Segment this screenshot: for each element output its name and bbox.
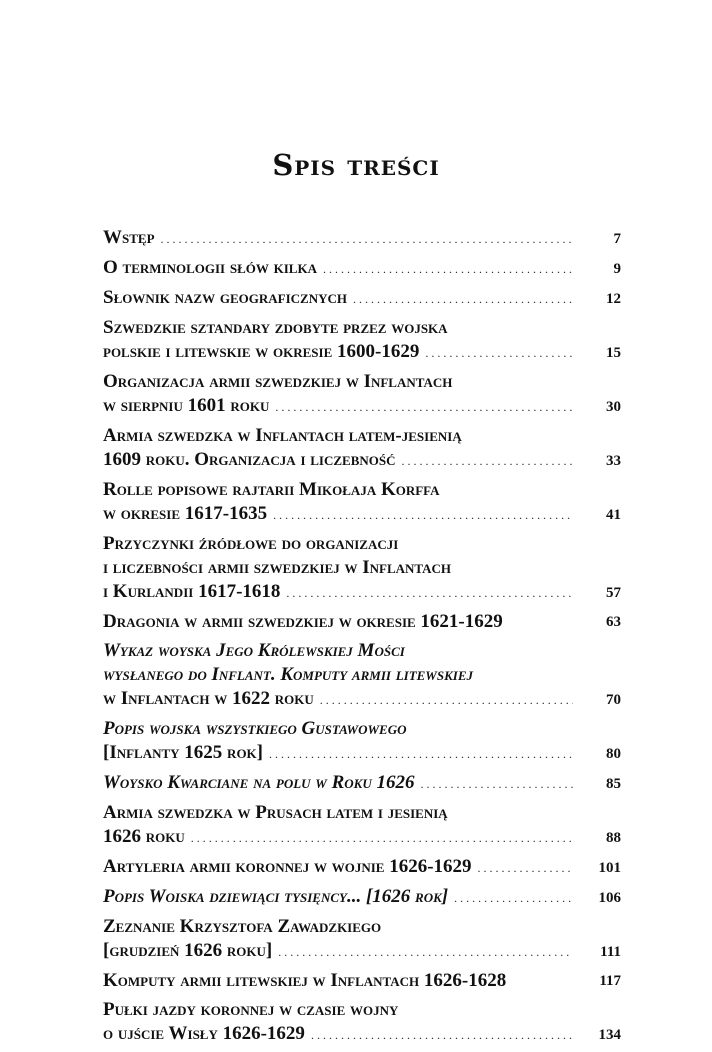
toc-entry bbox=[103, 717, 621, 766]
toc-entry-title bbox=[103, 226, 583, 251]
toc-entry-line-text: w okresie 1617-1635 bbox=[103, 503, 268, 524]
toc-entry-line-text: Przyczynki źródłowe do organizacji bbox=[103, 533, 399, 554]
page-number: 106 bbox=[598, 890, 621, 906]
page-number: 80 bbox=[606, 746, 621, 762]
page-number: 7 bbox=[613, 231, 621, 247]
page-number: 85 bbox=[606, 776, 621, 792]
toc-entry-line bbox=[103, 424, 583, 448]
toc-entry bbox=[103, 478, 621, 527]
toc-entry-line bbox=[103, 340, 583, 365]
toc-entry-line bbox=[103, 256, 583, 281]
toc-entry-title bbox=[103, 771, 583, 796]
table-of-contents bbox=[103, 226, 621, 1052]
toc-entry-line bbox=[103, 741, 583, 766]
toc-entry-line-text: [Inflanty 1625 rok] bbox=[103, 742, 263, 763]
toc-entry-line-text: Armia szwedzka w Inflantach latem-jesienią bbox=[103, 425, 462, 446]
toc-entry bbox=[103, 316, 621, 365]
toc-entry-line bbox=[103, 663, 583, 687]
toc-entry-title bbox=[103, 256, 583, 281]
toc-entry-line-text: Popis Woiska dziewiąci tysięncy... [1626 rok] bbox=[103, 886, 449, 907]
toc-entry bbox=[103, 610, 621, 634]
dot-leader bbox=[323, 257, 573, 281]
page-number: 117 bbox=[599, 973, 621, 989]
toc-entry bbox=[103, 532, 621, 605]
dot-leader bbox=[278, 940, 573, 964]
toc-entry-line-text: i liczebności armii szwedzkiej w Inflantach bbox=[103, 557, 452, 578]
page-number: 57 bbox=[606, 585, 621, 601]
toc-entry-line-text: wysłanego do Inflant. Komputy armii litewskiej bbox=[103, 664, 473, 685]
page-number: 9 bbox=[613, 261, 621, 277]
toc-entry bbox=[103, 639, 621, 712]
toc-entry-line bbox=[103, 939, 583, 964]
toc-entry-line-text: Słownik nazw geograficznych bbox=[103, 287, 347, 308]
toc-entry-line-text: polskie i litewskie w okresie 1600-1629 bbox=[103, 341, 420, 362]
toc-entry-line bbox=[103, 771, 583, 796]
page-number: 88 bbox=[606, 830, 621, 846]
dot-leader bbox=[275, 395, 573, 419]
toc-entry-line bbox=[103, 502, 583, 527]
toc-entry bbox=[103, 226, 621, 251]
toc-entry-line bbox=[103, 1022, 583, 1047]
toc-entry bbox=[103, 424, 621, 473]
toc-entry-line bbox=[103, 801, 583, 825]
toc-entry-line-text: Wstęp bbox=[103, 227, 155, 248]
toc-entry-line-text: Popis wojska wszystkiego Gustawowego bbox=[103, 718, 407, 739]
toc-entry-line-text: Pułki jazdy koronnej w czasie wojny bbox=[103, 999, 399, 1020]
toc-entry-title bbox=[103, 801, 583, 850]
dot-leader bbox=[191, 826, 573, 850]
toc-entry-line bbox=[103, 556, 583, 580]
toc-entry-line-text: Szwedzkie sztandary zdobyte przez wojska bbox=[103, 317, 448, 338]
toc-entry-line-text: Wykaz woyska Jego Królewskiej Mości bbox=[103, 640, 405, 661]
page-number: 41 bbox=[606, 507, 621, 523]
toc-entry-line bbox=[103, 580, 583, 605]
dot-leader bbox=[353, 287, 573, 311]
page-number: 101 bbox=[598, 860, 621, 876]
toc-entry-line-text: w Inflantach w 1622 roku bbox=[103, 688, 314, 709]
toc-entry bbox=[103, 801, 621, 850]
dot-leader bbox=[269, 742, 573, 766]
toc-entry-line bbox=[103, 226, 583, 251]
toc-entry-title bbox=[103, 610, 583, 634]
dot-leader bbox=[161, 227, 573, 251]
toc-entry-line-text: i Kurlandii 1617-1618 bbox=[103, 581, 281, 602]
toc-entry-line-text: Dragonia w armii szwedzkiej w okresie 1621-1629 bbox=[103, 611, 503, 632]
page-number: 63 bbox=[606, 614, 621, 630]
toc-entry-title bbox=[103, 316, 583, 365]
toc-entry-line bbox=[103, 969, 583, 993]
page-number: 33 bbox=[606, 453, 621, 469]
toc-entry-title bbox=[103, 717, 583, 766]
toc-entry-line bbox=[103, 717, 583, 741]
toc-entry-line bbox=[103, 825, 583, 850]
toc-entry-line bbox=[103, 370, 583, 394]
page-title: Spis treści bbox=[272, 148, 440, 182]
toc-entry-title bbox=[103, 998, 583, 1047]
dot-leader bbox=[402, 449, 573, 473]
toc-entry-line-text: O terminologii słów kilka bbox=[103, 257, 317, 278]
toc-entry-line bbox=[103, 915, 583, 939]
toc-entry-title bbox=[103, 915, 583, 964]
page-number: 30 bbox=[606, 399, 621, 415]
toc-entry-line bbox=[103, 639, 583, 663]
toc-entry-line-text: 1609 roku. Organizacja i liczebność bbox=[103, 449, 396, 470]
toc-entry-title bbox=[103, 478, 583, 527]
toc-entry-line bbox=[103, 998, 583, 1022]
toc-entry-line bbox=[103, 885, 583, 910]
toc-entry-line-text: Rolle popisowe rajtarii Mikołaja Korffa bbox=[103, 479, 440, 500]
page-number: 70 bbox=[606, 692, 621, 708]
toc-entry-title bbox=[103, 855, 583, 880]
toc-entry bbox=[103, 771, 621, 796]
toc-entry-line bbox=[103, 394, 583, 419]
toc-entry-line bbox=[103, 610, 583, 634]
toc-entry-line bbox=[103, 316, 583, 340]
toc-entry bbox=[103, 969, 621, 993]
toc-entry bbox=[103, 370, 621, 419]
toc-entry-line-text: Komputy armii litewskiej w Inflantach 1626-1628 bbox=[103, 970, 507, 991]
dot-leader bbox=[273, 503, 573, 527]
toc-entry-line-text: o ujście Wisły 1626-1629 bbox=[103, 1023, 305, 1044]
toc-entry bbox=[103, 998, 621, 1047]
toc-entry-line-text: Zeznanie Krzysztofa Zawadzkiego bbox=[103, 916, 382, 937]
page-number: 15 bbox=[606, 345, 621, 361]
toc-entry-line bbox=[103, 855, 583, 880]
toc-entry-line-text: [grudzień 1626 roku] bbox=[103, 940, 273, 961]
toc-entry-title bbox=[103, 639, 583, 712]
dot-leader bbox=[420, 772, 573, 796]
toc-entry-line bbox=[103, 448, 583, 473]
toc-entry bbox=[103, 915, 621, 964]
dot-leader bbox=[311, 1023, 573, 1047]
toc-entry-line-text: Armia szwedzka w Prusach latem i jesienią bbox=[103, 802, 448, 823]
toc-entry-line bbox=[103, 687, 583, 712]
toc-entry bbox=[103, 855, 621, 880]
page-number: 111 bbox=[600, 944, 621, 960]
toc-entry-line-text: w sierpniu 1601 roku bbox=[103, 395, 270, 416]
dot-leader bbox=[286, 581, 573, 605]
toc-entry-title bbox=[103, 532, 583, 605]
toc-entry-title bbox=[103, 885, 583, 910]
toc-entry-title bbox=[103, 969, 583, 993]
dot-leader bbox=[478, 856, 573, 880]
toc-entry-line bbox=[103, 478, 583, 502]
toc-entry-line-text: 1626 roku bbox=[103, 826, 185, 847]
toc-entry-line-text: Woysko Kwarciane na polu w Roku 1626 bbox=[103, 772, 415, 793]
dot-leader bbox=[320, 688, 573, 712]
toc-entry-line bbox=[103, 532, 583, 556]
toc-entry-title bbox=[103, 424, 583, 473]
toc-entry-line-text: Organizacja armii szwedzkiej w Inflantach bbox=[103, 371, 453, 392]
toc-entry-line-text: Artyleria armii koronnej w wojnie 1626-1629 bbox=[103, 856, 472, 877]
dot-leader bbox=[454, 886, 573, 910]
page-number: 134 bbox=[598, 1027, 621, 1043]
toc-entry bbox=[103, 286, 621, 311]
page-number: 12 bbox=[606, 291, 621, 307]
toc-entry-title bbox=[103, 286, 583, 311]
toc-entry-line bbox=[103, 286, 583, 311]
toc-entry bbox=[103, 256, 621, 281]
dot-leader bbox=[425, 341, 573, 365]
toc-entry bbox=[103, 885, 621, 910]
toc-entry-title bbox=[103, 370, 583, 419]
